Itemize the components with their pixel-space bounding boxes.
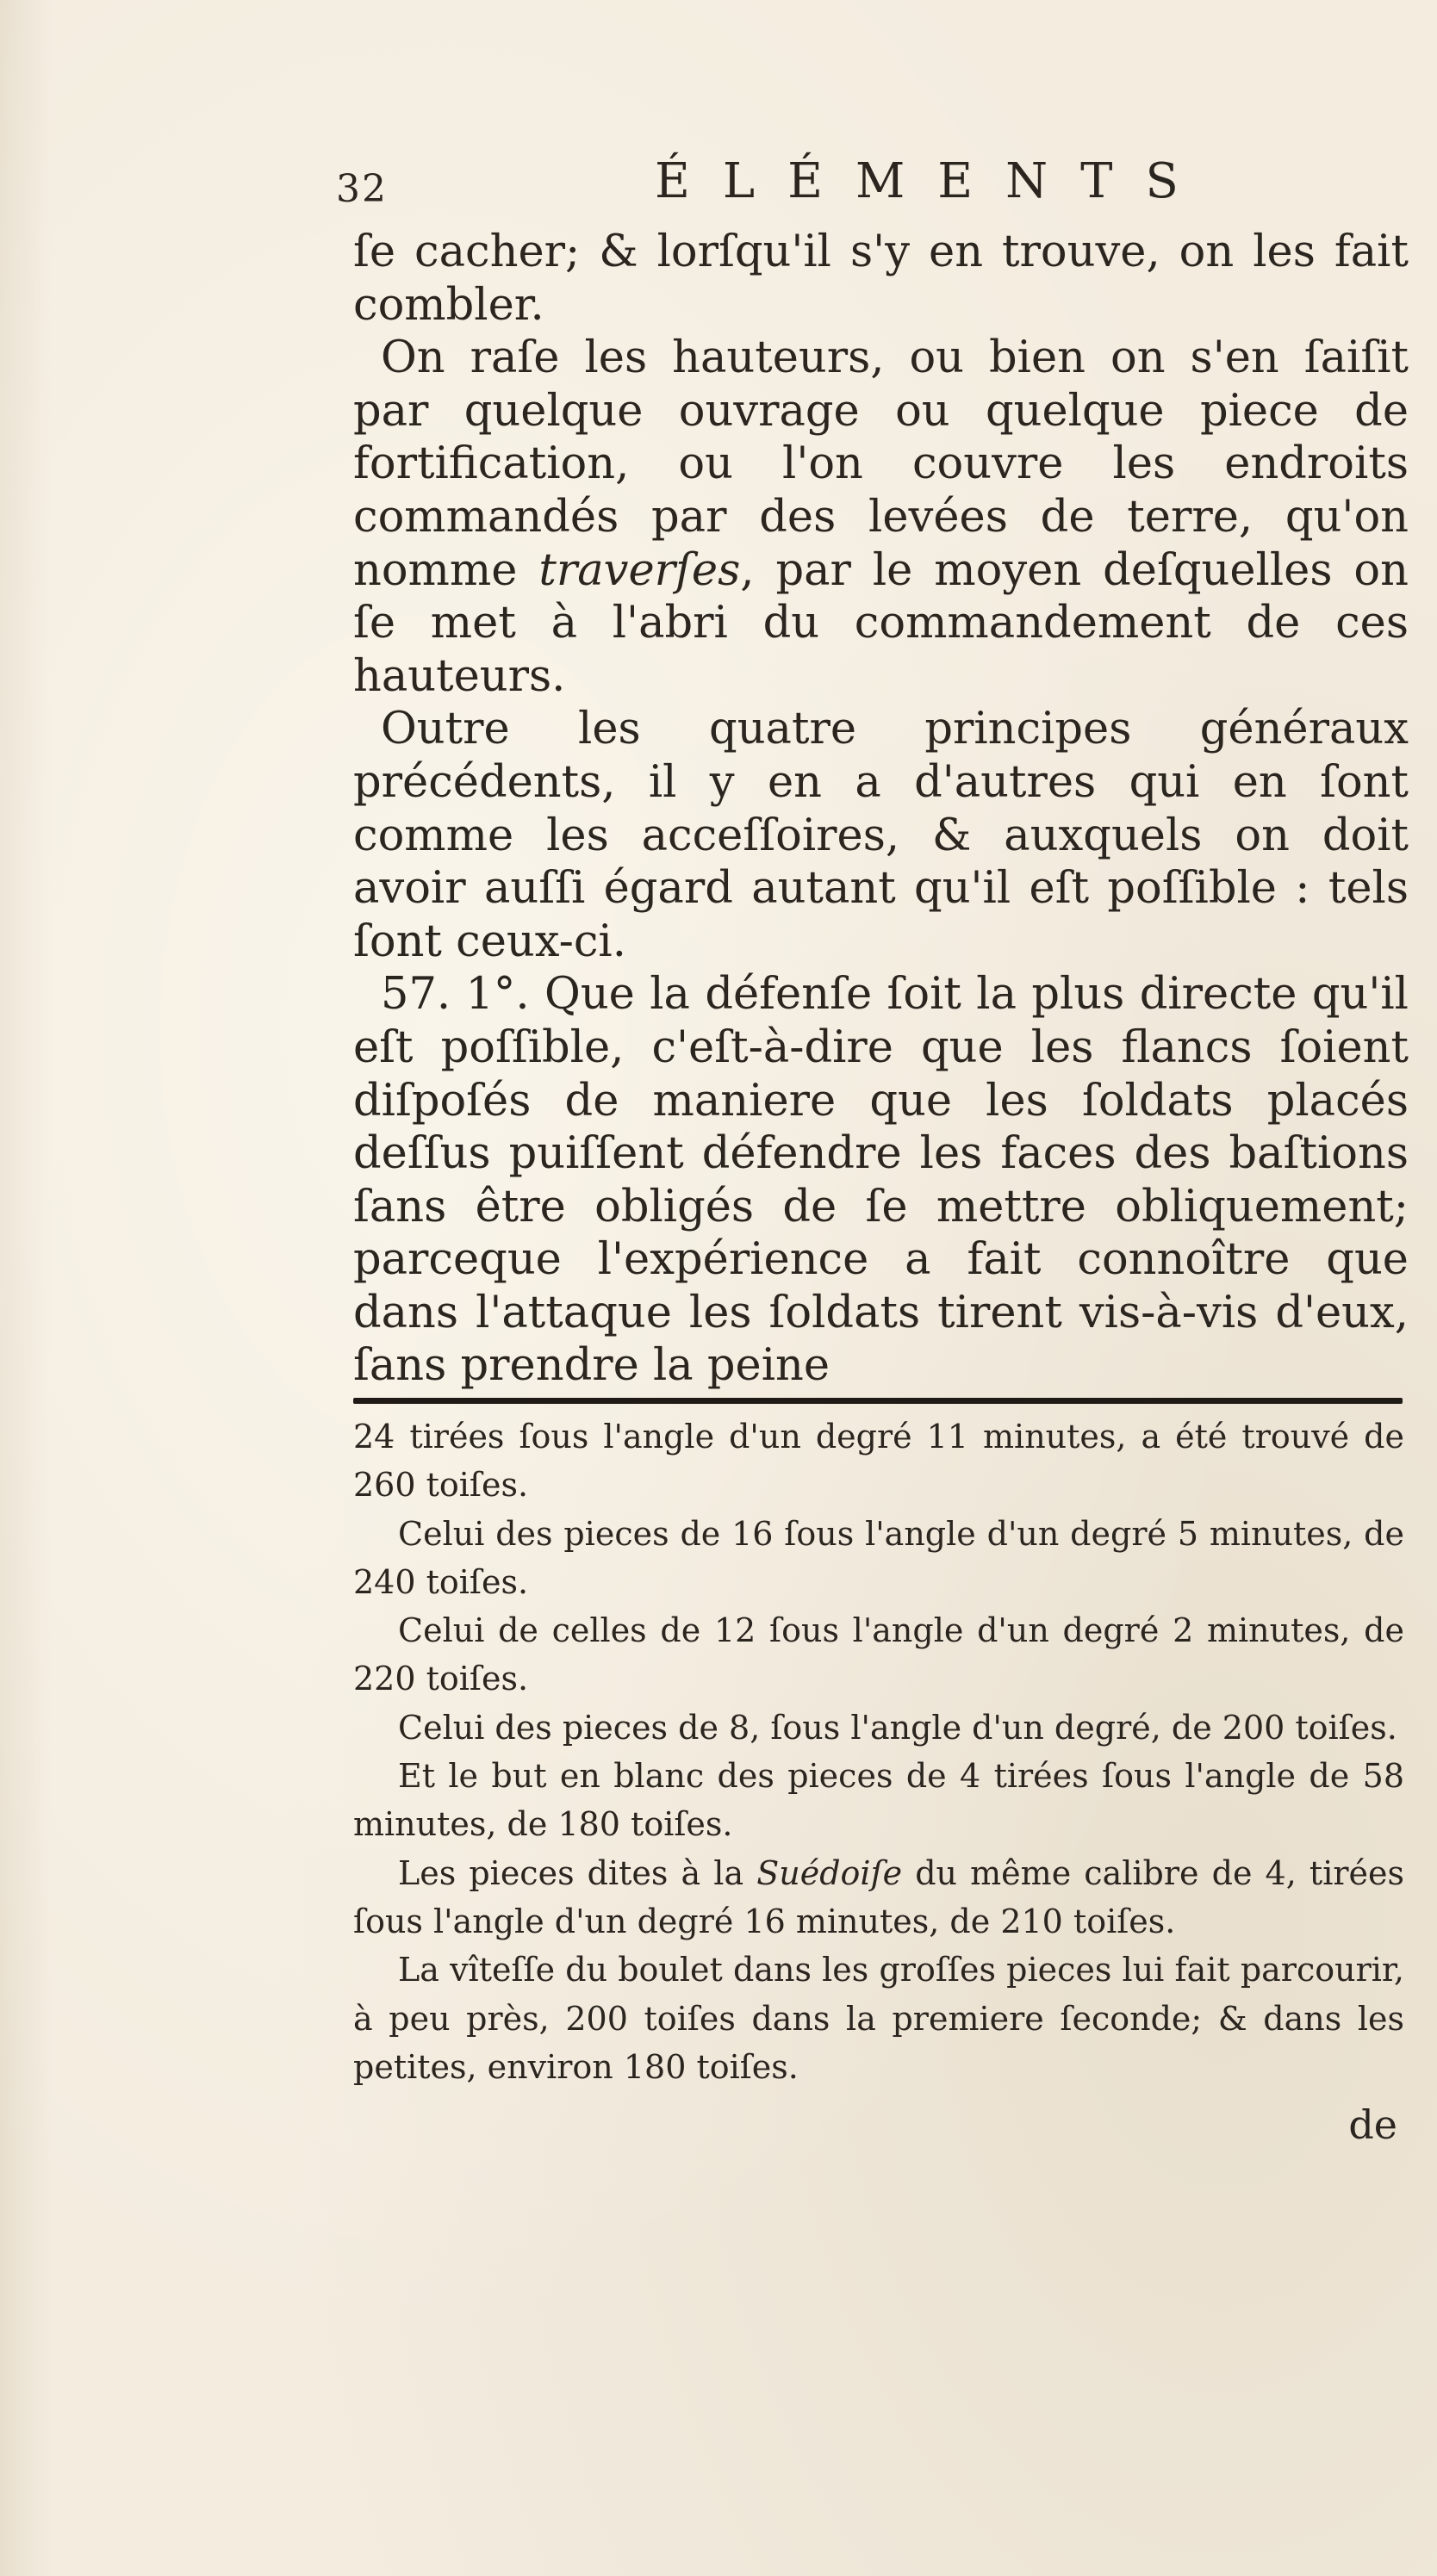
main-text xyxy=(353,226,1409,1393)
running-head xyxy=(336,153,1211,222)
footnote-line: Celui des pieces de 16 ſous l'angle d'un degré 5 minutes, de 240 toiſes. xyxy=(353,1514,1404,1601)
paragraph-57: 57. 1°. Que la défenſe ſoit la plus directe qu'il eſt poſſible, c'eſt-à-dire que les flancs ſoient diſpoſés de maniere que les ſoldats placés deſſus puiſſent défendre les faces des baſtions ſans être obligés de ſe mettre obliquement; parceque l'expérience a fait connoître que dans l'attaque les ſoldats tirent vis-à-vis d'eux, ſans prendre la peine xyxy=(353,969,1409,1392)
paragraph-principes: Outre les quatre principes généraux précédents, il y en a d'autres qui en ſont comme les acceſſoires, & auxquels on doit avoir auſſi égard autant qu'il eſt poſſible : tels ſont ceux-ci. xyxy=(353,704,1409,967)
footnotes xyxy=(353,1412,1404,2091)
footnote-line: 24 tirées ſous l'angle d'un degré 11 minutes, a été trouvé de 260 toiſes. xyxy=(353,1418,1404,1505)
term-suedoise: Suédoiſe xyxy=(756,1853,903,1892)
paragraph-hauteurs xyxy=(353,332,1409,703)
running-title: ÉLÉMENTS xyxy=(655,153,1211,209)
footnote-line: Et le but en blanc des pieces de 4 tirées ſous l'angle de 58 minutes, de 180 toiſes. xyxy=(353,1757,1404,1844)
paragraph-hauteurs-text-a: On raſe les hauteurs, ou bien on s'en ſaiſit par quelque ouvrage ou quelque piece de fortification, ou l'on couvre les endroits commandés par des levées de terre, qu'on nomme xyxy=(353,332,1409,596)
footnote-line: Celui des pieces de 8, ſous l'angle d'un degré, de 200 toiſes. xyxy=(398,1708,1397,1747)
catchword: de xyxy=(1348,2101,1397,2148)
footnote-line: La vîteſſe du boulet dans les groſſes pieces lui fait parcourir, à peu près, 200 toiſes dans la premiere ſeconde; & dans les petites, environ 180 toiſes. xyxy=(353,1951,1404,2086)
footnote-line xyxy=(353,1849,1404,1946)
footnote-line: Celui de celles de 12 ſous l'angle d'un degré 2 minutes, de 220 toiſes. xyxy=(353,1611,1404,1698)
footnote-suedoise-text-a: Les pieces dites à la xyxy=(398,1853,757,1892)
footnote-rule xyxy=(353,1398,1403,1404)
footnote-suedoise-text-b: du même calibre de 4, tirées ſous l'angle d'un degré 16 minutes, de 210 toiſes. xyxy=(353,1853,1404,1940)
paragraph-hauteurs-text-b: , par le moyen deſquelles on ſe met à l'abri du commandement de ces hauteurs. xyxy=(353,544,1409,702)
term-traverses: traverſes xyxy=(538,544,741,596)
page-number: 32 xyxy=(336,167,388,211)
paragraph-continuation: ſe cacher; & lorſqu'il s'y en trouve, on les fait combler. xyxy=(353,227,1409,331)
